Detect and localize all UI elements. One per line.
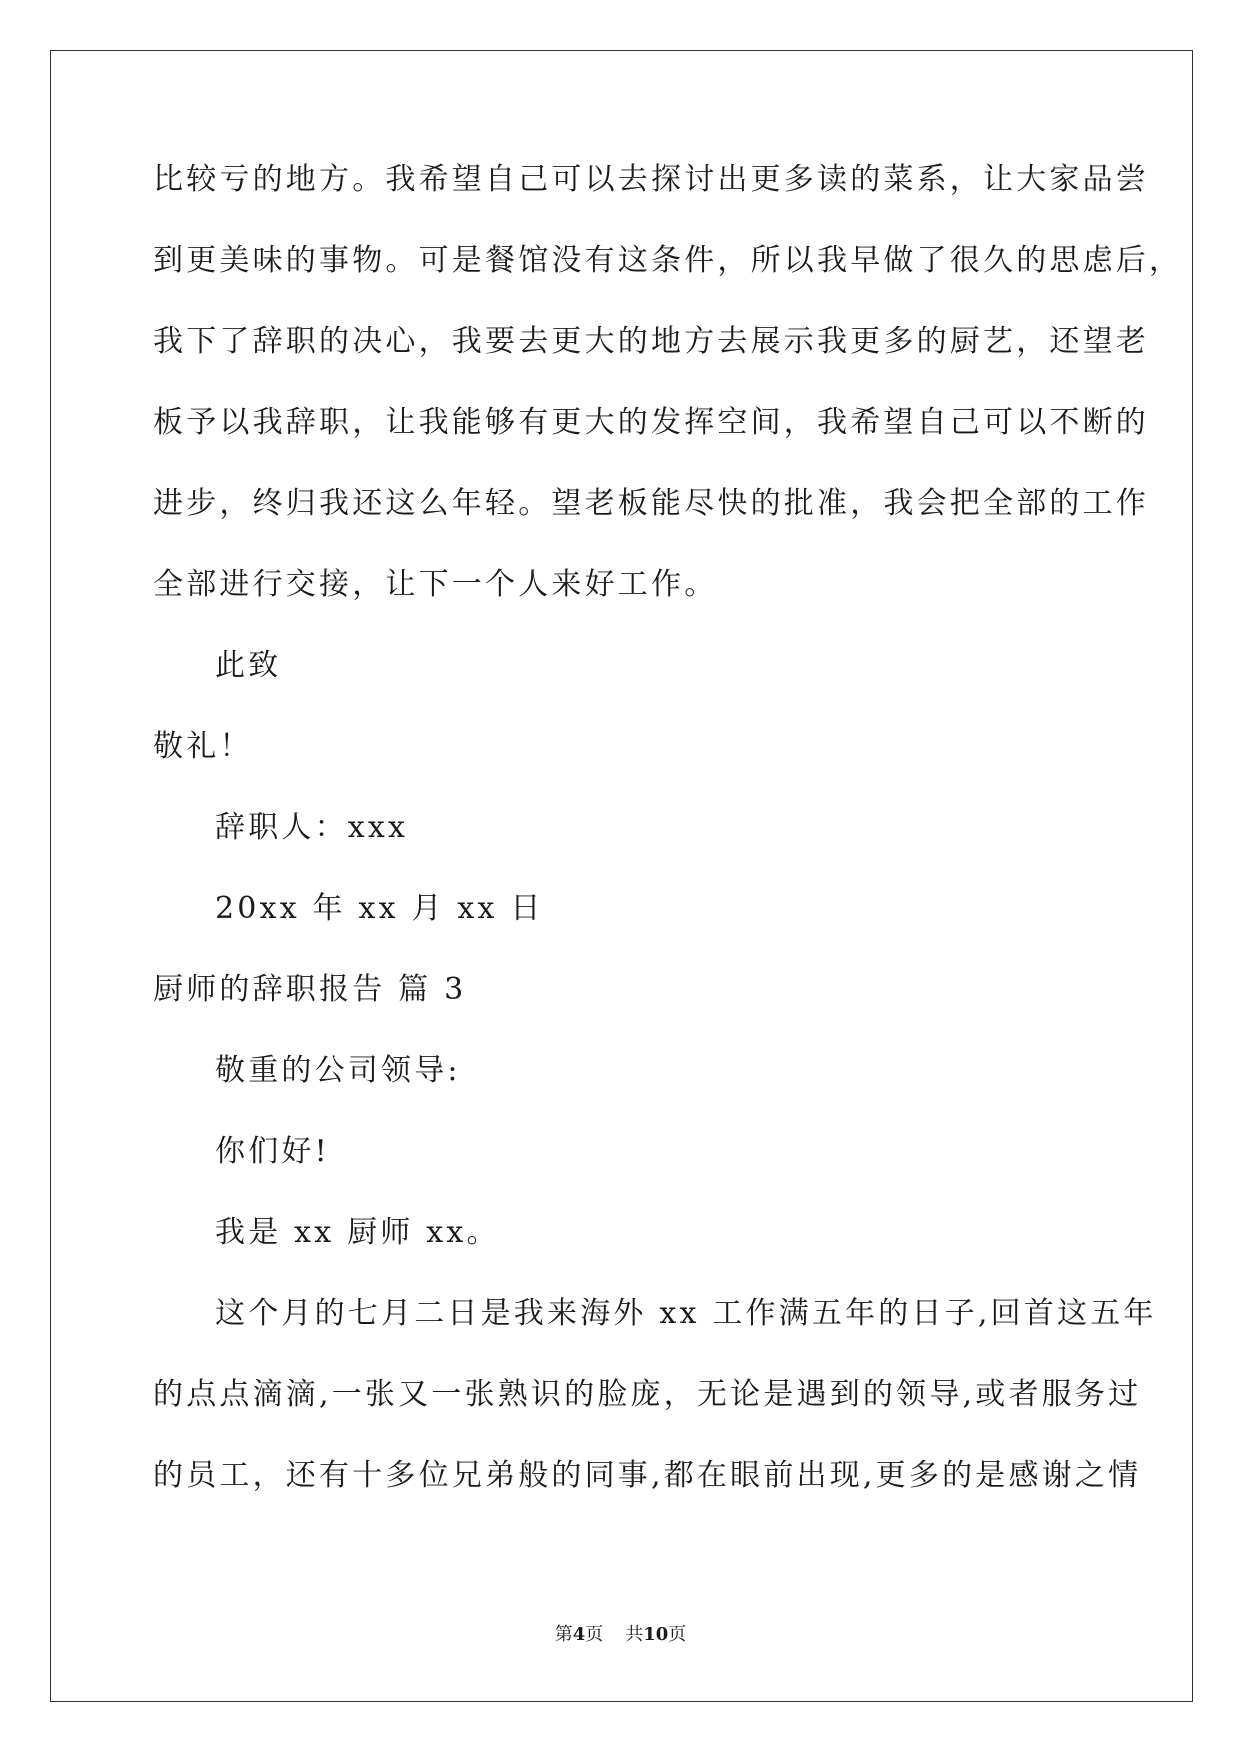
closing-salutation: 此致	[215, 648, 282, 683]
text-line: 我是 xx 厨师 xx。	[215, 1215, 500, 1250]
text-line: 板予以我辞职，让我能够有更大的发挥空间，我希望自己可以不断的	[153, 405, 1149, 440]
document-body	[153, 160, 1183, 1537]
signature-line: 辞职人：xxx	[215, 810, 409, 845]
greeting: 你们好!	[215, 1134, 330, 1169]
text-line: 比较亏的地方。我希望自己可以去探讨出更多读的菜系，让大家品尝	[153, 162, 1149, 197]
greeting-addressee: 敬重的公司领导:	[215, 1053, 461, 1088]
text-line: 这个月的七月二日是我来海外 xx 工作满五年的日子,回首这五年	[215, 1296, 1157, 1331]
page-suffix: 页	[585, 1624, 604, 1645]
date-line: 20xx 年 xx 月 xx 日	[215, 891, 544, 926]
text-line: 的员工，还有十多位兄弟般的同事,都在眼前出现,更多的是感谢之情	[153, 1458, 1142, 1493]
page-number: 4	[572, 1624, 586, 1645]
total-suffix: 页	[668, 1624, 687, 1645]
closing-respect: 敬礼！	[153, 729, 253, 764]
total-prefix: 共	[625, 1624, 644, 1645]
total-pages: 10	[643, 1624, 669, 1645]
text-line: 我下了辞职的决心，我要去更大的地方去展示我更多的厨艺，还望老	[153, 324, 1149, 359]
text-line: 的点点滴滴,一张又一张熟识的脸庞，无论是遇到的领导,或者服务过	[153, 1377, 1142, 1412]
page-prefix: 第	[554, 1624, 573, 1645]
text-line: 到更美味的事物。可是餐馆没有这条件，所以我早做了很久的思虑后，	[153, 243, 1183, 278]
text-line: 全部进行交接，让下一个人来好工作。	[153, 567, 718, 602]
section-heading: 厨师的辞职报告 篇 3	[153, 972, 467, 1007]
text-line: 进步，终归我还这么年轻。望老板能尽快的批准，我会把全部的工作	[153, 486, 1149, 521]
page-footer	[0, 1623, 1241, 1647]
